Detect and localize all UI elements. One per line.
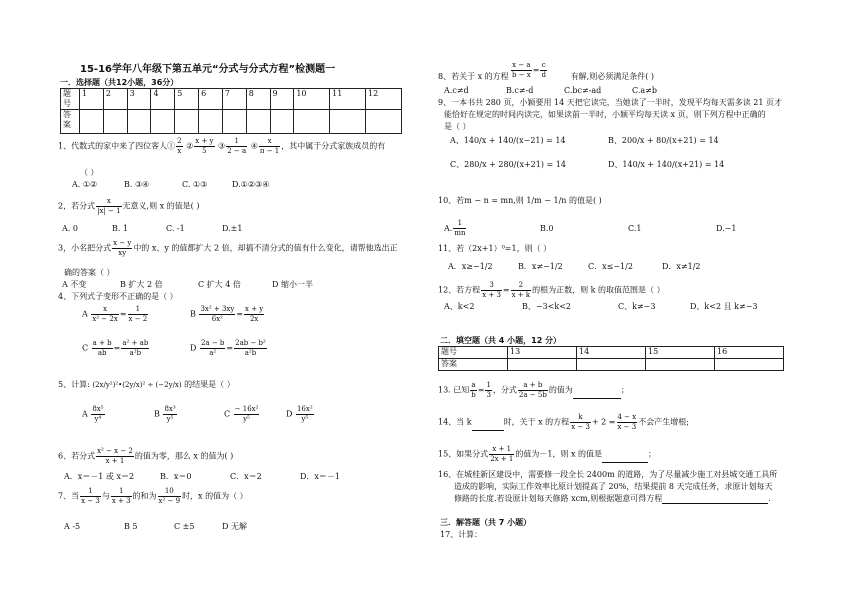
q12-opt-d: D、k<2 且 k≠−3 <box>690 302 758 311</box>
question-10: 10、若m − n = mn,则 1/m − 1/n 的值是( ) <box>438 196 602 205</box>
q7-opt-d: D 无解 <box>222 522 247 531</box>
question-1: 1、代数式的家中来了四位客人① $\frac{2}{x}$ ② $\frac{x + y}{5}$ ③ $\frac{1}{2 - a}$ ④ $\frac{x}{\pi - 1}$ ，其中属于分式家族成员的有 <box>58 137 386 155</box>
table-number-cell: 4 <box>151 89 175 110</box>
question-12: 12、若方程 $\frac{3}{x + 3}$ = $\frac{2}{x + k}$ 的根为正数，则 k 的取值范围是（ ） <box>438 281 665 299</box>
q10-opt-d: D.−1 <box>716 223 737 233</box>
q1-text: 1、代数式的家中来了四位客人① <box>58 141 176 151</box>
q6-opt-b: B．x＝0 <box>160 472 192 481</box>
table-answer-cell <box>270 110 294 134</box>
table2-head-number: 题号 <box>439 347 508 359</box>
q16-line-3: 修路的长度.若设原计划每天修路 xcm,则根据题意可得方程 . <box>454 494 771 503</box>
table2-number-cell: 13 <box>508 347 577 359</box>
q9-line-3: 是（ ） <box>444 122 471 131</box>
question-7: 7、当 $\frac{1}{x - 3}$ 与 $\frac{1}{x + 3}$ 的和为 $\frac{10}{\text{x² − 9}}$ 时，x 的值为（ ） <box>58 487 248 505</box>
q12-opt-c: C、k≠−3 <box>618 302 656 311</box>
table2-answer-cell <box>577 359 646 371</box>
table2-number-cell: 16 <box>715 347 784 359</box>
q10-opt-c: C.1 <box>628 223 642 233</box>
q7-opt-a: A -5 <box>64 522 81 531</box>
table-number-cell: 10 <box>294 89 330 110</box>
q2-opt-a: A. 0 <box>62 224 78 233</box>
table-number-cell: 9 <box>270 89 294 110</box>
q7-options <box>64 522 247 532</box>
table-answer-cell <box>222 110 246 134</box>
q8-equation: $\frac{x - a}{b - x}$ = $\frac{c}{d}$ <box>512 61 546 79</box>
table-number-cell: 5 <box>175 89 199 110</box>
q1-opt-d: D.①②③④ <box>232 180 270 189</box>
q16-line-1: 16、在城桂新区建设中，需要修一段全长 2400m 的道路，为了尽量减少施工对县城交通工具所 <box>438 470 778 479</box>
question-8: 8、若关于 x 的方程 有解,则必须满足条件( ) <box>438 72 655 81</box>
q3-line2: 确的答案（ ） <box>64 268 115 277</box>
question-15: 15、如果分式 $\frac{x + 1}{2x + 1}$ 的值为－1，则 x 的值是 ； <box>438 445 657 463</box>
table-answer-cell <box>80 110 104 134</box>
q1-paren: （ ） <box>80 168 99 177</box>
table-number-cell: 3 <box>127 89 151 110</box>
table-answer-cell <box>175 110 199 134</box>
q4-option-c: C $\frac{a + b}{ab}$ = $\frac{\text{a² + ab}}{\text{a²b}}$ <box>82 339 149 357</box>
table-head-number: 题号 <box>61 89 80 110</box>
q3-opt-c: C 扩大 4 倍 <box>198 280 241 289</box>
page-title: 15-16学年八年级下第五单元“分式与分式方程”检测题一 <box>80 64 336 75</box>
table2-number-cell: 15 <box>646 347 715 359</box>
q9-opt-d: D、140/x + 140/(x+21) = 14 <box>608 160 725 169</box>
q1-opt-a: A. ①② <box>72 180 98 189</box>
table-number-cell: 6 <box>199 89 223 110</box>
table-head-answer: 答案 <box>61 110 80 134</box>
q11-opt-d: D．x≠1/2 <box>662 262 701 271</box>
table2-number-cell: 14 <box>577 347 646 359</box>
question-5: 5、计算: (2x/y²)²•(2y/x)² ÷ (−2y/x) 的结果是（ ） <box>58 380 235 389</box>
q8-opt-b: B.c≠-d <box>506 86 534 95</box>
q6-opt-d: D．x＝－1 <box>300 472 341 481</box>
q5-option-a: A $\frac{\text{8x⁵}}{\text{y⁴}}$ <box>82 405 104 423</box>
q11-opt-c: C．x≤−1/2 <box>588 262 633 271</box>
q8-opt-a: A.c≠d <box>444 86 469 95</box>
q9-line-2: 能恰好在规定的时间内读完，如果读前一半时，小颖平均每天读 x 页，则下列方程中正确的 <box>444 110 766 119</box>
q7-opt-c: C ±5 <box>174 522 195 531</box>
table-number-cell: 1 <box>80 89 104 110</box>
q4-option-b: B $\frac{\text{3x² + 3xy}}{\text{6x²}}$ = $\frac{x + y}{2x}$ <box>190 305 264 323</box>
table-answer-cell <box>199 110 223 134</box>
q10-opt-b: B.0 <box>540 223 554 233</box>
section-choice-heading: 一．选择题（共12小题，36分） <box>60 78 179 87</box>
table-number-cell: 7 <box>222 89 246 110</box>
q11-opt-b: B．x≠−1/2 <box>518 262 563 271</box>
q1-frac-4: $\frac{x}{\pi - 1}$ <box>259 137 280 155</box>
q9-opt-c: C、280/x + 280/(x+21) = 14 <box>450 160 566 169</box>
q2-opt-d: D.±1 <box>222 224 243 233</box>
q6-opt-c: C．x＝2 <box>230 472 262 481</box>
q2-opt-c: C. -1 <box>166 224 185 233</box>
q3-opt-b: B 扩大 2 倍 <box>120 280 163 289</box>
q11-options <box>448 262 701 272</box>
q1-frac-2: $\frac{x + y}{5}$ <box>195 137 214 155</box>
q6-opt-a: A．x＝－1 或 x＝2 <box>64 472 135 481</box>
q3-opt-d: D 缩小一半 <box>272 280 313 289</box>
q5-option-b: B $\frac{\text{8x³}}{\text{y⁵}}$ <box>154 405 176 423</box>
q9-opt-b: B、200/x + 80/(x+21) = 14 <box>608 136 719 145</box>
q5-option-c: C $\frac{\text{− 16x²}}{\text{y⁵}}$ <box>224 405 259 423</box>
table-answer-cell <box>103 110 127 134</box>
q1-frac-1: $\frac{2}{x}$ <box>177 137 182 155</box>
question-3: 3，小名把分式 $\frac{x - y}{xy}$ 中的 x、y 的值都扩大 2 倍，却搞不清分式的值有什么变化，请帮他选出正 <box>58 239 398 257</box>
q8-opt-d: C.a≠b <box>632 86 657 95</box>
q3-frac: $\frac{x - y}{xy}$ <box>113 239 132 257</box>
question-14: 14、当 k 时，关于 x 的方程 $\frac{k}{x - 3}$ + 2 = $\frac{4 - x}{x - 3}$ 不会产生增根; <box>438 413 689 431</box>
q10-options <box>444 220 736 237</box>
q11-opt-a: A．x≥−1/2 <box>448 262 493 271</box>
q8-options <box>444 86 657 96</box>
q3-options <box>62 280 313 290</box>
table-answer-cell <box>127 110 151 134</box>
table-answer-cell <box>246 110 270 134</box>
question-17: 17、计算： <box>440 530 483 539</box>
question-13: 13. 已知 $\frac{a}{b}$ = $\frac{1}{3}$ ，分式 $\frac{a + b}{2a - 5b}$ 的值为 ； <box>438 381 629 399</box>
q16-line-2: 造成的影响，实际工作效率比原计划提高了 20%，结果提前 8 天完成任务，求原计划每天 <box>454 482 773 491</box>
q1-frac-3: $\frac{1}{2 - a}$ <box>227 137 247 155</box>
section-solve-heading: 三．解答题（共 7 小题） <box>440 518 532 527</box>
q12-opt-a: A、k<2 <box>444 302 475 311</box>
table-number-cell: 12 <box>366 89 402 110</box>
table-number-cell: 2 <box>103 89 127 110</box>
table-answer-cell <box>366 110 402 134</box>
q2-frac: $\frac{x}{|x| - 1}$ <box>97 197 121 215</box>
table-answer-cell <box>151 110 175 134</box>
q1-options <box>72 180 269 190</box>
table2-answer-cell <box>508 359 577 371</box>
table-answer-cell <box>294 110 330 134</box>
q2-options <box>62 224 242 234</box>
q12-options <box>444 302 757 312</box>
question-11: 11、若（2x+1）⁰=1，则（ ） <box>438 244 552 253</box>
q4-option-d: D $\frac{2a - b}{\text{a²}}$ = $\frac{\text{2ab − b²}}{\text{a²b}}$ <box>190 339 266 357</box>
table2-answer-cell <box>715 359 784 371</box>
section-fill-heading: 二．填空题（共 4 小题，12 分） <box>440 336 562 345</box>
q8-opt-c: C.bc≠-ad <box>564 86 602 95</box>
q3-opt-a: A 不变 <box>62 280 87 289</box>
q1-opt-c: C. ①③ <box>182 180 208 189</box>
q12-opt-b: B、−3<k<2 <box>522 302 572 311</box>
q10-opt-a: A. $\frac{1}{mn}$ <box>444 219 466 237</box>
q4-option-a: A $\frac{x}{\text{x² − 2x}}$ = $\frac{1}{x - 2}$ <box>82 305 148 323</box>
table2-answer-cell <box>646 359 715 371</box>
answer-table-fill <box>438 346 784 371</box>
q7-opt-b: B 5 <box>124 522 138 531</box>
q6-options <box>64 472 340 482</box>
question-2: 2，若分式 $\frac{x}{|x| - 1}$ 无意义,则 x 的值是( ) <box>58 197 200 215</box>
q9-opt-a: A、140/x + 140/(x−21) = 14 <box>450 136 566 145</box>
table-number-cell: 11 <box>330 89 366 110</box>
table2-head-answer: 答案 <box>439 359 508 371</box>
q1-opt-b: B. ③④ <box>124 180 150 189</box>
table-answer-cell <box>330 110 366 134</box>
q9-line-1: 9、一本书共 280 页，小颖要用 14 天把它读完，当她读了一半时，发现平均每天需多读 21 页才 <box>438 98 782 107</box>
answer-table-choice <box>60 88 402 134</box>
q2-opt-b: B. 1 <box>112 224 129 233</box>
question-6: 6、若分式 $\frac{\text{x² − x − 2}}{x + 1}$ 的值为零，那么 x 的值为( ) <box>58 447 234 465</box>
table-number-cell: 8 <box>246 89 270 110</box>
question-4: 4、下列式子变形不正确的是（ ） <box>58 292 178 301</box>
q5-option-d: D $\frac{\text{16x²}}{\text{y⁵}}$ <box>286 405 313 423</box>
